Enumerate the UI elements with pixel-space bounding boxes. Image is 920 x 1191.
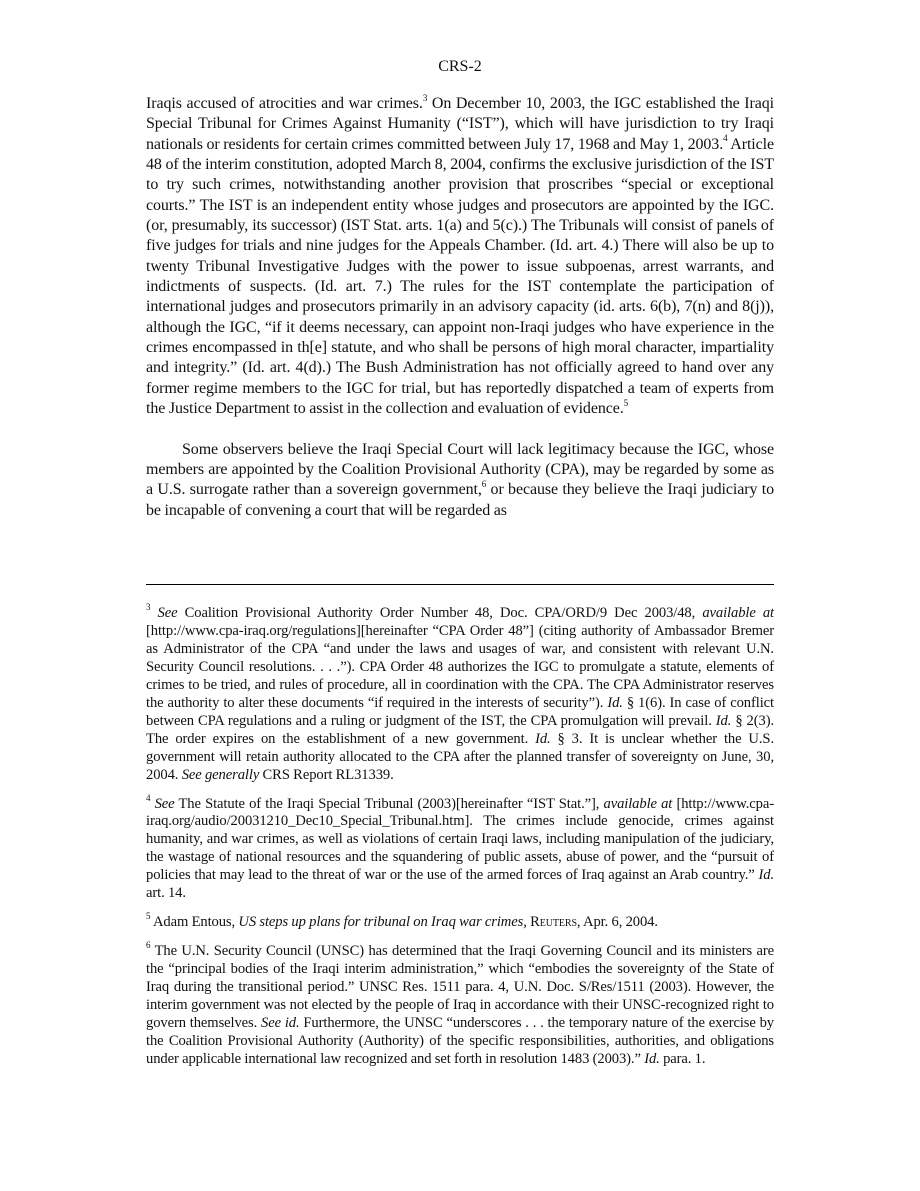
paragraph-1: Iraqis accused of atrocities and war crimes.$^3$ On December 10, 2003, the IGC established the Iraqi Special Tribunal for Crimes Against Humanity (“IST”), which will have jurisdiction to try Iraqi nationals or residents for certain crimes committed between July 17, 1968 and May 1, 2003.$^4$ Article 48 of the interim constitution, adopted March 8, 2004, confirms the exclusive jurisdiction of the IST to try such crimes, notwithstanding another provision that proscribes “special or exceptional courts.” The IST is an independent entity whose judges and prosecutors are appointed by the IGC.(or, presumably, its successor) (IST Stat. arts. 1(a) and 5(c).) The Tribunals will consist of panels of five judges for trials and nine judges for the Appeals Chamber. (Id. art. 4.) There will also be up to twenty Tribunal Investigative Judges with the power to issue subpoenas, arrest warrants, and indictments of suspects. (Id. art. 7.) The rules for the IST contemplate the participation of international judges and prosecutors primarily in an advisory capacity (id. arts. 6(b), 7(n) and 8(j)), although the IGC, “if it deems necessary, can appoint non-Iraqi judges who have experience in the crimes encompassed in th[e] statute, and who shall be persons of high moral character, impartiality and integrity.” (Id. art. 4(d).) The Bush Administration has not officially agreed to hand over any former regime members to the IGC for trial, but has reportedly dispatched a team of experts from the Justice Department to assist in the collection and evaluation of evidence.$^5$ — [146, 92, 774, 418]
footnote-ref-6[interactable]: 6 — [481, 478, 487, 489]
footnotes-section — [146, 602, 775, 1080]
footnote-number: 6 — [146, 940, 151, 951]
footnote-3: $^3$ See Coalition Provisional Authority Order Number 48, Doc. CPA/ORD/9 Dec 2003/48, available at [http://www.cpa-iraq.org/regulations][hereinafter “CPA Order 48”] (citing authority of Ambassador Bremer as Administrator of the CPA “and under the laws and usages of war, and consistent with relevant U.N. Security Council resolutions. . . .”). CPA Order 48 authorizes the IGC to promulgate a statute, elements of crimes to be tried, and rules of procedure, all in coordination with the CPA. The CPA Administrator reserves the authority to alter these documents “if required in the interests of security”). Id. § 1(6). In case of conflict between CPA regulations and a ruling or judgment of the IST, the CPA promulgation will prevail. Id. § 2(3). The order expires on the establishment of a new government. Id. § 3. It is unclear whether the U.S. government will retain authority allocated to the CPA after the planned transfer of sovereignty on June, 30, 2004. See generally CRS Report RL31339. — [146, 602, 775, 783]
footnote-6: $^6$ The U.N. Security Council (UNSC) has determined that the Iraqi Governing Council and its ministers are the “principal bodies of the Iraqi interim administration,” which “embodies the sovereignty of the State of Iraq during the transitional period.” UNSC Res. 1511 para. 4, U.N. Doc. S/Res/1511 (2003). However, the interim government was not elected by the people of Iraq in accordance with their UNSC-recognized right to govern themselves. See id. Furthermore, the UNSC “underscores . . . the temporary nature of the exercise by the Coalition Provisional Authority (Authority) of the specific responsibilities, authorities, and obligations under applicable international law recognized and set forth in resolution 1483 (2003).” Id. para. 1. — [146, 940, 774, 1067]
paragraph-2: Some observers believe the Iraqi Special Court will lack legitimacy because the IGC, whose members are appointed by the Coalition Provisional Authority (CPA), may be regarded by some as a U.S. surrogate rather than a sovereign government,$^6$ or because they believe the Iraqi judiciary to be incapable of convening a court that will be regarded as — [146, 440, 774, 519]
footnote-ref-4[interactable]: 4 — [723, 133, 728, 144]
footnote-number: 4 — [146, 792, 151, 803]
footnote-ref-5[interactable]: 5 — [623, 397, 629, 408]
footnote-ref-3[interactable]: 3 — [422, 92, 428, 103]
footnote-number: 3 — [146, 602, 151, 613]
footnote-number: 5 — [146, 911, 151, 922]
footnote-5: $^5$ Adam Entous, US steps up plans for tribunal on Iraq war crimes, Reuters, Apr. 6, 2004. — [146, 911, 658, 931]
footnote-4: $^4$ See The Statute of the Iraqi Special Tribunal (2003)[hereinafter “IST Stat.”], available at [http://www.cpa-iraq.org/audio/20031210_Dec10_Special_Tribunal.htm]. The crimes include genocide, crimes against humanity, and war crimes, as well as violations of certain Iraqi laws, including manipulation of the judiciary, the wastage of national resources and the squandering of public assets, abuse of power, and the “pursuit of policies that may lead to the threat of war or the use of the armed forces of Iraq against an Arab country.” Id. art. 14. — [146, 792, 774, 902]
footnote-divider — [146, 584, 774, 585]
page-header: CRS-2 — [438, 58, 482, 75]
main-text — [146, 94, 774, 521]
